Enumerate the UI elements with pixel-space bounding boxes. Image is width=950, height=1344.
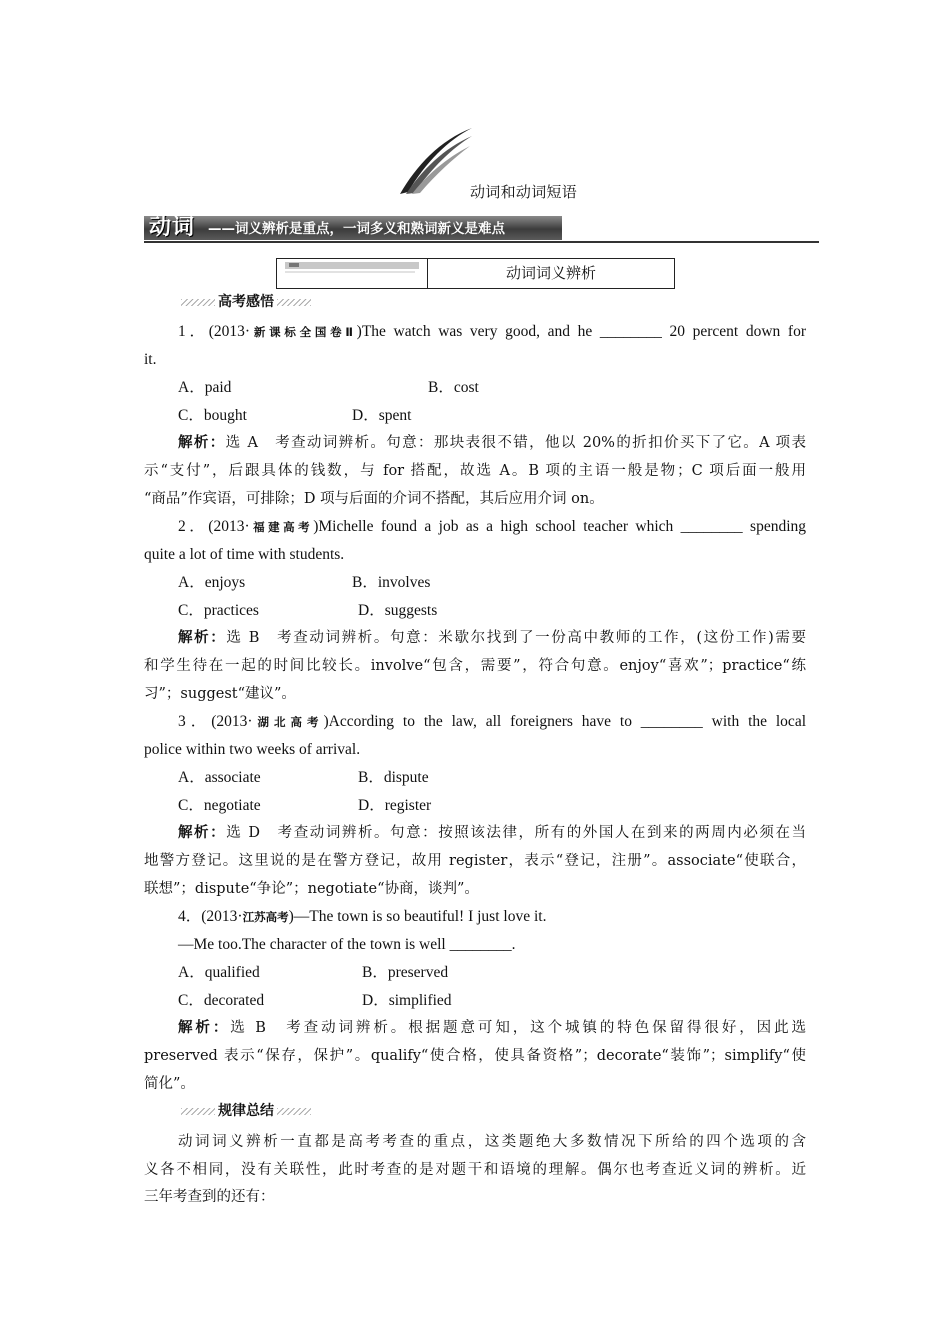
q3-analysis-2: 地警方登记。这里说的是在警方登记，故用 register，表示“登记，注册”。associate“使联合，	[144, 853, 806, 869]
page-title: 动词和动词短语	[470, 183, 578, 201]
q1-analysis-3: “商品”作宾语，可排除；D 项与后面的介词不搭配，其后应用介词 on。	[144, 491, 604, 507]
q4-option-b: B．preserved	[362, 964, 449, 981]
q3-stem-cont: police within two weeks of arrival.	[144, 741, 361, 758]
q4-stem-cont: —Me too.The character of the town is well ________.	[178, 936, 516, 953]
q1-stem: 1．(2013·新课标全国卷Ⅱ)The watch was very good, and he ________ 20 percent down for	[178, 323, 806, 340]
q2-option-c: C．practices	[178, 602, 259, 619]
swoosh-logo-icon	[398, 126, 474, 196]
section-label: 动词词义辨析	[505, 264, 596, 282]
q2-stem: 2．(2013·福建高考)Michelle found a job as a high school teacher which ________ spending	[178, 518, 807, 535]
q2-analysis-3: 习”；suggest“建议”。	[144, 686, 296, 702]
q1-analysis: 解析：选 A 考查动词辨析。句意：那块表很不错，他以 20%的折扣价买下了它。A 项表	[178, 435, 807, 451]
q2-option-d: D．suggests	[358, 602, 438, 619]
q4-analysis-3: 简化”。	[144, 1076, 195, 1092]
q1-option-c: C．bought	[178, 407, 247, 424]
q4-analysis: 解析：选 B 考查动词辨析。根据题意可知，这个城镇的特色保留得很好，因此选	[178, 1020, 807, 1036]
section-decoration	[277, 259, 428, 288]
q3-option-d: D．register	[358, 797, 432, 814]
hatch-decoration-icon	[181, 299, 215, 306]
q2-stem-cont: quite a lot of time with students.	[144, 546, 345, 563]
heading-summary: 规律总结	[178, 1101, 314, 1121]
banner-subtitle: ——词义辨析是重点，一词多义和熟词新义是难点	[208, 221, 505, 237]
q2-option-a: A．enjoys	[178, 574, 246, 591]
q1-analysis-2: 示“支付”，后跟具体的钱数，与 for 搭配，故选 A。B 项的主语一般是物；C 项后面一般用	[144, 463, 806, 479]
hatch-decoration-icon	[181, 1108, 215, 1115]
heading-gaokao: 高考感悟	[178, 292, 314, 312]
q3-analysis-3: 联想”；dispute“争论”；negotiate“协商，谈判”。	[144, 881, 479, 897]
summary-line-2: 义各不相同，没有关联性，此时考查的是对题干和语境的理解。偶尔也考查近义词的辨析。近	[144, 1162, 806, 1178]
q3-option-c: C．negotiate	[178, 797, 261, 814]
q2-analysis: 解析：选 B 考查动词辨析。句意：米歇尔找到了一份高中教师的工作，(这份工作)需要	[178, 630, 807, 646]
q3-stem: 3．(2013·湖北高考)According to the law, all foreigners have to ________ with the local	[178, 713, 806, 730]
banner-rule	[144, 241, 819, 243]
q4-option-c: C．decorated	[178, 992, 265, 1009]
q3-analysis: 解析：选 D 考查动词辨析。句意：按照该法律，所有的外国人在到来的两周内必须在当	[178, 825, 807, 841]
q4-analysis-2: preserved 表示“保存，保护”。qualify“使合格，使具备资格”；decorate“装饰”；simplify“使	[144, 1048, 806, 1064]
q2-option-b: B．involves	[352, 574, 431, 591]
q3-option-b: B．dispute	[358, 769, 429, 786]
q4-option-a: A．qualified	[178, 964, 260, 981]
q1-option-a: A．paid	[178, 379, 232, 396]
q1-stem-cont: it.	[144, 351, 157, 368]
hatch-decoration-icon	[277, 299, 311, 306]
q4-stem: 4．(2013·江苏高考)—The town is so beautiful! I just love it.	[178, 908, 547, 925]
q1-option-d: D．spent	[352, 407, 412, 424]
summary-line-3: 三年考查到的还有：	[144, 1189, 275, 1205]
banner-title: 动词	[149, 215, 196, 240]
summary-line-1: 动词词义辨析一直都是高考考查的重点，这类题绝大多数情况下所给的四个选项的含	[178, 1134, 806, 1150]
chapter-banner	[144, 214, 819, 244]
q2-analysis-2: 和学生待在一起的时间比较长。involve“包含，需要”，符合句意。enjoy“喜欢”；practice“练	[144, 658, 806, 674]
hatch-decoration-icon	[277, 1108, 311, 1115]
q3-option-a: A．associate	[178, 769, 261, 786]
q4-option-d: D．simplified	[362, 992, 452, 1009]
q1-option-b: B．cost	[428, 379, 479, 396]
section-header-box	[276, 258, 675, 289]
